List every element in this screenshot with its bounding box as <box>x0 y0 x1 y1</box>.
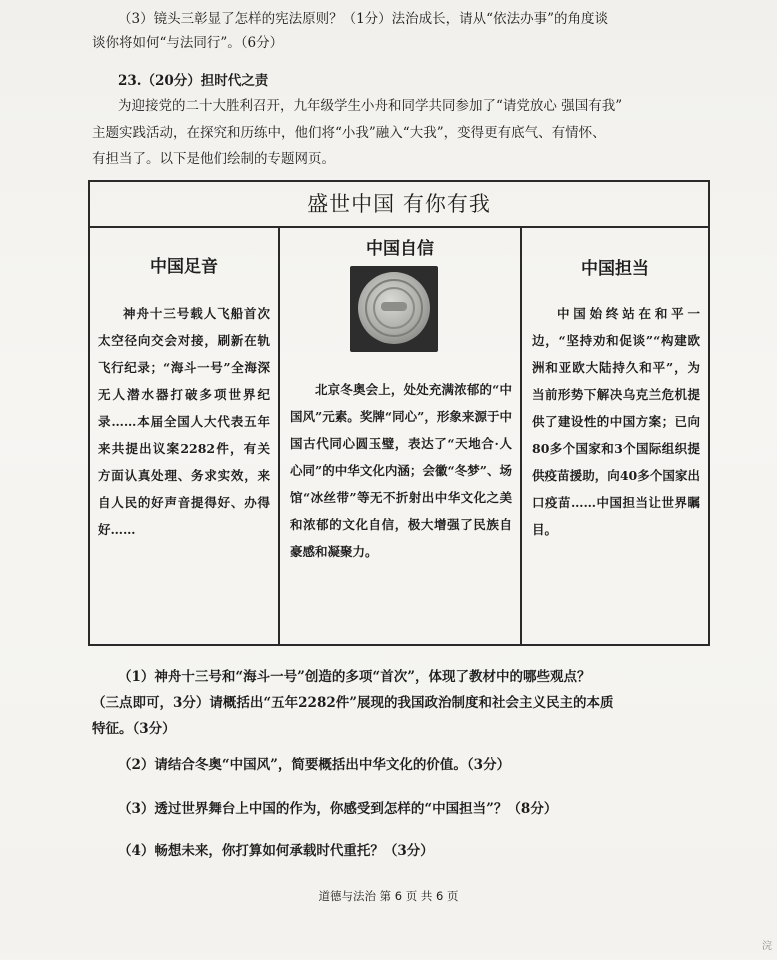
column-text: 神舟十三号载人飞船首次太空径向交会对接，刷新在轨飞行纪录；“海斗一号”全海深无人潜水器打破多项世界纪录……本届全国人大代表五年来共提出议案2282件，有关方面认真处理、务求实效，来自人民的好声音提得好、办得好…… <box>98 306 270 537</box>
column-china-confidence <box>280 226 522 644</box>
question-22-part-3-continued: 谈你将如何“与法同行”。（6分） <box>92 35 284 51</box>
sub-question-1-line2: （三点即可，3分）请概括出“五年2282件”展现的我国政治制度和社会主义民主的本质 <box>92 695 614 711</box>
sub-question-1-line3: 特征。（3分） <box>92 721 176 737</box>
medal-image <box>350 266 438 352</box>
question-22-part-3: （3）镜头三彰显了怎样的宪法原则？（1分）法治成长，请从“依法办事”的角度谈 <box>118 11 608 27</box>
column-heading: 中国担当 <box>581 259 649 279</box>
column-china-footsteps <box>90 226 280 644</box>
sub-question-3: （3）透过世界舞台上中国的作为，你感受到怎样的“中国担当”？（8分） <box>118 801 558 817</box>
corner-watermark: 浣 <box>762 941 772 952</box>
column-text: 北京冬奥会上，处处充满浓郁的“中国风”元素。奖牌“同心”，形象来源于中国古代同心圆玉璧，表达了“天地合·人心同”的中华文化内涵；会徽“冬梦”、场馆“冰丝带”等无不折射出中华文化之美和浓郁的文化自信，极大增强了民族自豪感和凝聚力。 <box>290 382 512 559</box>
sub-question-2: （2）请结合冬奥“中国风”，简要概括出中华文化的价值。（3分） <box>118 757 511 773</box>
page-footer: 道德与法治 第 6 页 共 6 页 <box>318 889 459 903</box>
topic-webpage-table <box>88 180 710 646</box>
sub-question-1: （1）神舟十三号和“海斗一号”创造的多项“首次”，体现了教材中的哪些观点？ <box>118 669 591 685</box>
column-china-responsibility <box>522 226 708 644</box>
question-23-intro-line1: 为迎接党的二十大胜利召开，九年级学生小舟和同学共同参加了“请党放心 强国有我” <box>118 98 623 114</box>
question-23-intro-line2: 主题实践活动，在探究和历练中，他们将“小我”融入“大我”，变得更有底气、有情怀、 <box>92 125 606 141</box>
column-heading: 中国足音 <box>150 257 218 277</box>
sub-question-4: （4）畅想未来，你打算如何承载时代重托？（3分） <box>118 843 434 859</box>
question-23-heading: 23.（20分）担时代之责 <box>118 73 269 89</box>
column-text: 中国始终站在和平一边，“坚持劝和促谈”“构建欧洲和亚欧大陆持久和平”，为当前形势下解决乌克兰危机提供了建设性的中国方案；已向80多个国家和3个国际组织提供疫苗援助，向40多个国家出口疫苗……中国担当让世界瞩目。 <box>532 306 700 537</box>
column-heading: 中国自信 <box>366 239 434 259</box>
medal-center-mark <box>381 302 407 311</box>
table-title: 盛世中国 有你有我 <box>90 182 708 228</box>
medal-disc <box>358 272 430 344</box>
question-23-intro-line3: 有担当了。以下是他们绘制的专题网页。 <box>92 151 335 167</box>
